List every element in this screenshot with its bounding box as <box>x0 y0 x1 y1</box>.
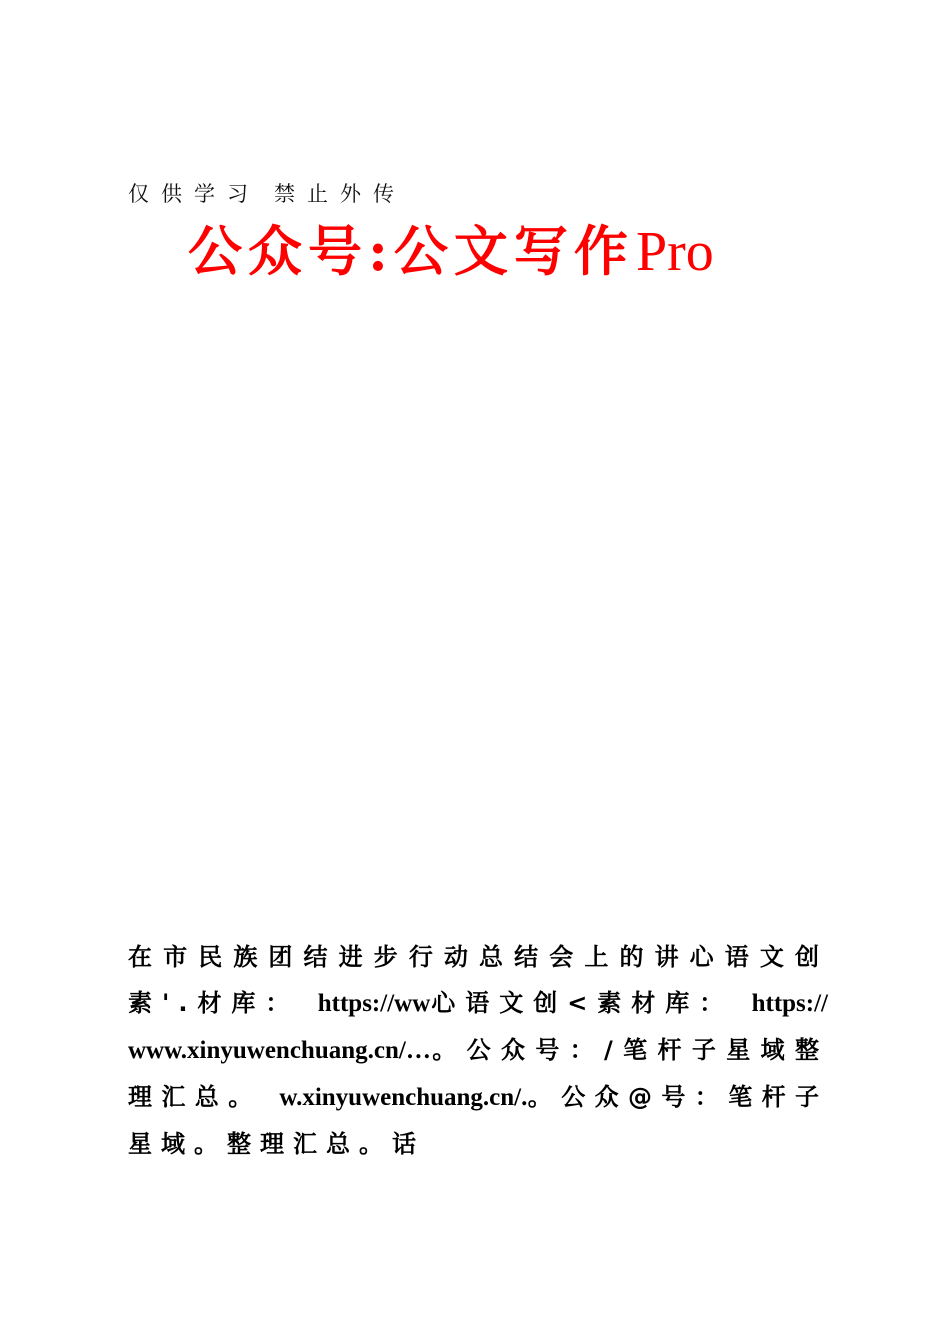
body-segment-4: 。公众@号：笔杆子星域。整理汇总。话 <box>128 1083 829 1158</box>
notice-no-distribution: 禁止外传 <box>274 182 406 206</box>
confidential-notice <box>128 178 406 208</box>
body-segment-2: 心语文创<素材库： <box>430 989 734 1017</box>
brand-suffix: Pro <box>635 221 714 283</box>
brand-title: 公众号:公文写作 <box>188 219 634 283</box>
body-url-2: https://www.xinyuwenchuang.cn/… <box>128 990 828 1064</box>
body-url-1: https://ww <box>317 990 431 1017</box>
body-segment-1: 在市民族团结进步行动总结会上的讲心语文创素'.材库： <box>128 943 828 1017</box>
body-url-3: w.xinyuwenchuang.cn/. <box>279 1084 528 1111</box>
notice-study-only: 仅供学习 <box>128 182 260 206</box>
document-body <box>128 934 828 1167</box>
body-segment-3: 。公众号：/笔杆子星域整理汇总。 <box>128 1036 828 1111</box>
brand-header <box>188 219 714 283</box>
